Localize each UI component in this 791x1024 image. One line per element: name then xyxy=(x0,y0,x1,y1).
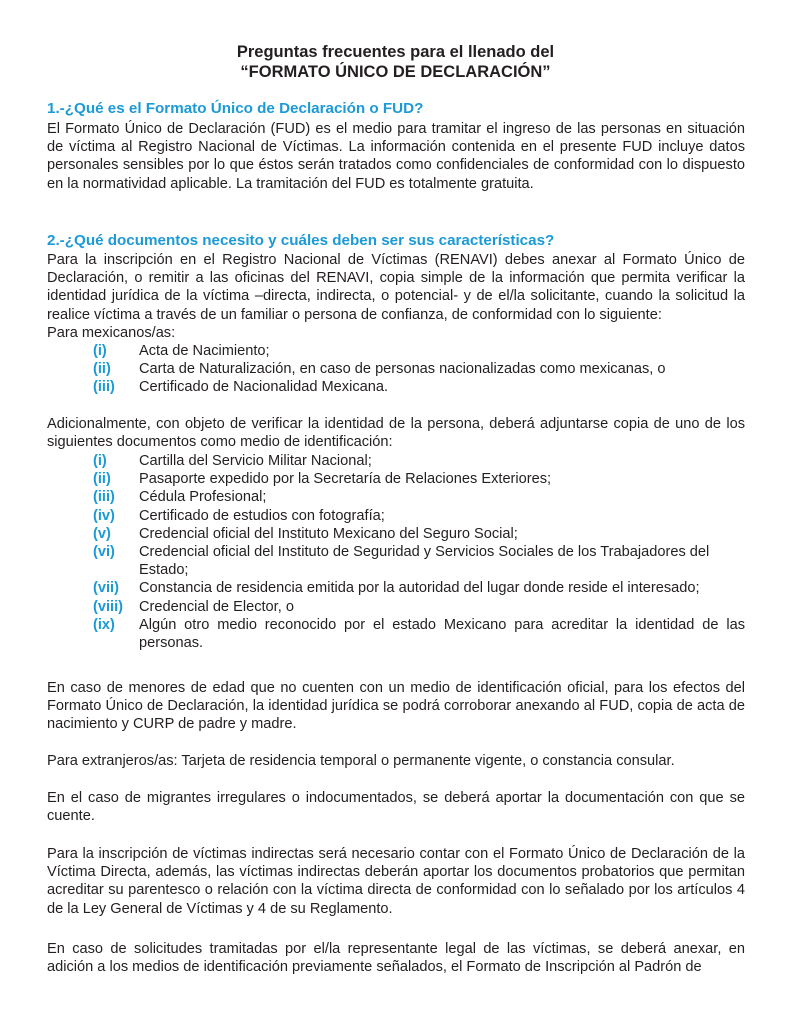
document-title xyxy=(0,42,791,82)
list-text: Credencial oficial del Instituto de Seguridad y Servicios Sociales de los Trabajadores del Estado; xyxy=(139,544,710,579)
list-text: Certificado de Nacionalidad Mexicana. xyxy=(139,379,389,396)
list-item xyxy=(47,543,745,579)
list-item xyxy=(47,507,745,525)
answer-1-paragraph: El Formato Único de Declaración (FUD) es el medio para tramitar el ingreso de las personas en situación de víctima al Registro Nacional de Víctimas. La información contenida en el presente FUD incluye datos personales sensibles por lo que éstos serán tratados como confidenciales de conformidad con lo dispuesto en la normatividad aplicable. La tramitación del FUD es totalmente gratuita. xyxy=(47,121,745,192)
list-number: (viii) xyxy=(93,598,123,615)
list-item xyxy=(47,452,745,470)
list-text: Acta de Nacimiento; xyxy=(139,343,270,359)
list-number: (iv) xyxy=(93,507,115,524)
list-text: Algún otro medio reconocido por el estado Mexicano para acreditar la identidad de las personas. xyxy=(139,616,745,652)
minors-paragraph: En caso de menores de edad que no cuenten con un medio de identificación oficial, para los efectos del Formato Único de Declaración, la identidad jurídica se podrá corroborar anexando al FUD, copia de acta de nacimiento y CURP de padre y madre. xyxy=(47,680,745,733)
migrants-paragraph: En el caso de migrantes irregulares o indocumentados, se deberá aportar la documentación con que se cuente. xyxy=(47,790,745,825)
mexican-documents-list xyxy=(47,342,745,397)
list-number: (i) xyxy=(93,453,107,469)
title-line-2: “FORMATO ÚNICO DE DECLARACIÓN” xyxy=(240,63,551,81)
list-text: Cartilla del Servicio Militar Nacional; xyxy=(139,453,372,469)
question-1-heading: 1.-¿Qué es el Formato Único de Declaración o FUD? xyxy=(47,100,424,117)
list-text: Certificado de estudios con fotografía; xyxy=(139,507,385,524)
list-item xyxy=(47,342,745,360)
list-text: Credencial oficial del Instituto Mexicano del Seguro Social; xyxy=(139,525,518,542)
list-item xyxy=(47,488,745,506)
list-text: Cédula Profesional; xyxy=(139,489,267,506)
list-number: (v) xyxy=(93,525,111,542)
mexicans-label: Para mexicanos/as: xyxy=(47,325,176,341)
list-number: (iii) xyxy=(93,489,115,506)
list-number: (vii) xyxy=(93,580,119,597)
additional-id-paragraph: Adicionalmente, con objeto de verificar la identidad de la persona, deberá adjuntarse copia de uno de los siguientes documentos como medio de identificación: xyxy=(47,416,745,451)
list-text: Constancia de residencia emitida por la autoridad del lugar donde reside el interesado; xyxy=(139,580,700,597)
legal-representative-paragraph: En caso de solicitudes tramitadas por el/la representante legal de las víctimas, se deberá anexar, en adición a los medios de identificación previamente señalados, el Formato de Inscripción al Padrón de xyxy=(47,941,745,976)
list-text: Pasaporte expedido por la Secretaría de Relaciones Exteriores; xyxy=(139,471,552,488)
list-number: (vi) xyxy=(93,544,115,561)
list-item xyxy=(47,616,745,652)
list-item xyxy=(47,378,745,396)
foreigners-paragraph: Para extranjeros/as: Tarjeta de residencia temporal o permanente vigente, o constancia consular. xyxy=(47,753,675,769)
list-number: (i) xyxy=(93,343,107,359)
list-item xyxy=(47,525,745,543)
indirect-victims-paragraph: Para la inscripción de víctimas indirectas será necesario contar con el Formato Único de Declaración de la Víctima Directa, además, las víctimas indirectas deberán aportar los documentos probatorios que permitan acreditar su parentesco o relación con la víctima directa de conformidad con lo señalado por los artículos 4 de la Ley General de Víctimas y 4 de su Reglamento. xyxy=(47,846,745,917)
title-line-1: Preguntas frecuentes para el llenado del xyxy=(236,43,555,61)
list-item xyxy=(47,360,745,378)
list-number: (ii) xyxy=(93,361,111,378)
id-documents-list xyxy=(47,452,745,652)
list-item xyxy=(47,598,745,616)
list-item xyxy=(47,470,745,488)
question-2-heading: 2.-¿Qué documentos necesito y cuáles deben ser sus características? xyxy=(47,232,555,249)
list-text: Carta de Naturalización, en caso de personas nacionalizadas como mexicanas, o xyxy=(139,361,666,378)
list-text: Credencial de Elector, o xyxy=(139,598,294,615)
answer-2-intro: Para la inscripción en el Registro Nacional de Víctimas (RENAVI) debes anexar al Formato Único de Declaración, o remitir a las oficinas del RENAVI, copia simple de la información que permita verificar la identidad jurídica de la víctima –directa, indirecta, o potencial- y de el/la solicitante, cuando la solicitud la realice víctima a través de un familiar o persona de confianza, de conformidad con lo siguiente: xyxy=(47,252,745,323)
list-number: (iii) xyxy=(93,379,115,396)
list-item xyxy=(47,579,745,597)
list-number: (ix) xyxy=(93,616,115,633)
list-number: (ii) xyxy=(93,471,111,488)
